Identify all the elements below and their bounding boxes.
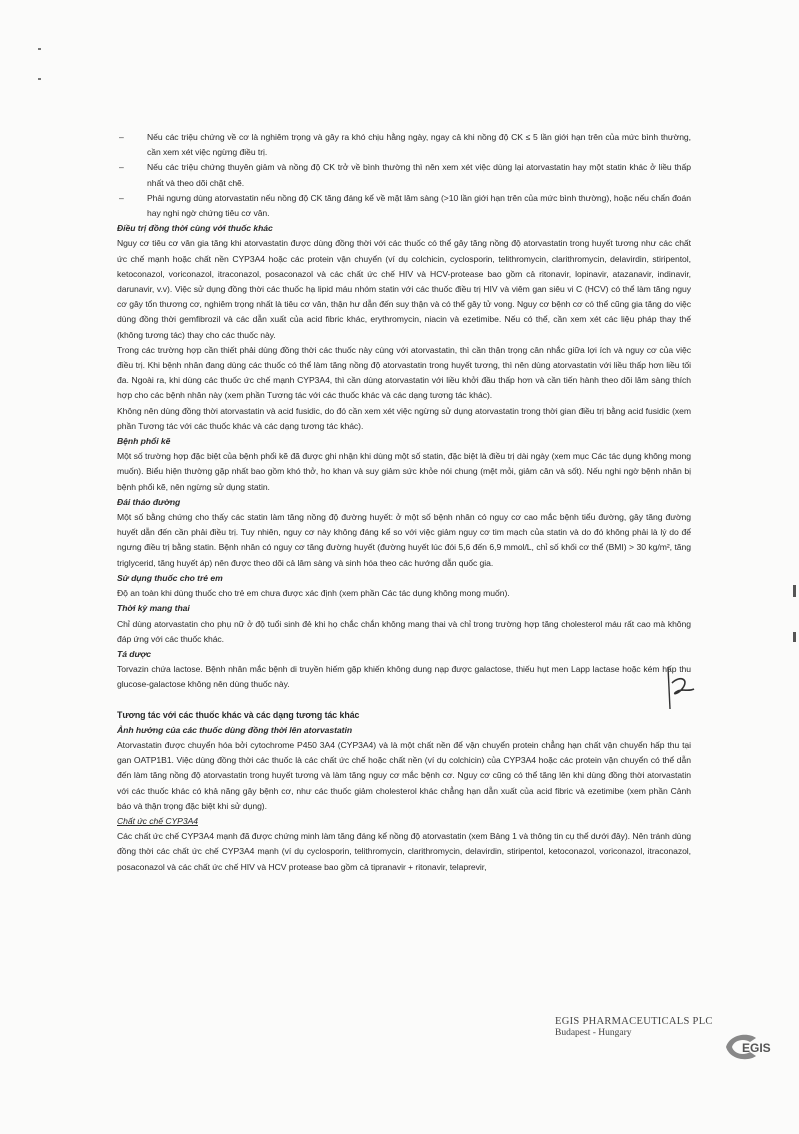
list-item	[117, 191, 691, 221]
scan-edge-mark	[793, 632, 796, 642]
scan-mark	[38, 78, 41, 80]
section-heading-children: Sử dụng thuốc cho trẻ em	[117, 572, 223, 583]
section-heading-pregnancy: Thời kỳ mang thai	[117, 603, 190, 614]
footer-company: EGIS PHARMACEUTICALS PLC	[555, 1016, 713, 1027]
list-item	[117, 130, 691, 160]
section-heading-lung: Bệnh phổi kẽ	[117, 436, 171, 447]
subsection-heading-inhibitors: Chất ức chế CYP3A4	[117, 815, 198, 826]
logo-text: EGIS	[742, 1041, 771, 1055]
paragraph: Một số bằng chứng cho thấy các statin làm tăng nồng độ đường huyết: ở một số bệnh nhân có nguy cơ cao mắc bệnh tiểu đường, gây tăng đường huyết dẫn đến cần phải điều trị. Tuy nhiên, nguy cơ này không đáng kể so với việc giảm nguy cơ tim mạch của statin và do đó không phải là lý do để ngưng điều trị bằng statin. Bệnh nhân có nguy cơ tăng đường huyết (đường huyết lúc đói 5,6 đến 6,9 mmol/L, chỉ số khối cơ thể (BMI) > 30 kg/m², tăng triglycerid, tăng huyết áp) nên được theo dõi cả lâm sàng và sinh hóa theo các hướng dẫn quốc gia.	[117, 512, 691, 568]
paragraph: Nguy cơ tiêu cơ vân gia tăng khi atorvastatin được dùng đồng thời với các thuốc có thể gây tăng nồng độ atorvastatin trong huyết tương như các chất ức chế mạnh hoặc chất nền CYP3A4 hoặc các protein vận chuyển (ví dụ colchicin, cyclosporin, telithromycin, clarithromycin, delavirdin, stiripentol, ketoconazol, voriconazol, itraconazol, posaconazol và các chất ức chế HIV và HCV-protease bao gồm cả ritonavir, lopinavir, atazanavir, indinavir, darunavir, v.v). Việc sử dụng đồng thời các thuốc hạ lipid máu nhóm statin với các thuốc điều trị HIV và viêm gan siêu vi C (HCV) có thể làm tăng nguy cơ gây tổn thương cơ, nghiêm trọng nhất là tiêu cơ vân, thận hư dẫn đến suy thận và có thể gây tử vong. Nguy cơ bệnh cơ có thể cũng gia tăng do việc dùng đồng thời gemfibrozil và các dẫn xuất của acid fibric khác, erythromycin, niacin và ezetimibe. Nếu có thể, cần xem xét các liệu pháp thay thế (không tương tác) thay cho các thuốc này.	[117, 238, 691, 340]
section-heading-interactions: Tương tác với các thuốc khác và các dạng tương tác khác	[117, 709, 360, 720]
footer-city: Budapest - Hungary	[555, 1028, 632, 1038]
bullet-text: Nếu các triệu chứng thuyên giảm và nồng độ CK trở về bình thường thì nên xem xét việc dùng lại atorvastatin hay một statin khác ở liều thấp nhất và theo dõi chặt chẽ.	[147, 162, 691, 188]
bullet-text: Phải ngưng dùng atorvastatin nếu nồng độ CK tăng đáng kể về mặt lâm sàng (>10 lần giới hạn trên của mức bình thường), hoặc nếu chẩn đoán hay nghi ngờ chứng tiêu cơ vân.	[147, 192, 691, 219]
subsection-heading: Ảnh hưởng của các thuốc dùng đồng thời lên atorvastatin	[117, 724, 353, 735]
paragraph: Chỉ dùng atorvastatin cho phụ nữ ở độ tuổi sinh đẻ khi họ chắc chắn không mang thai và chỉ trong trường hợp tăng cholesterol máu rất cao mà không đáp ứng với các thuốc khác.	[117, 618, 691, 644]
scan-edge-mark	[793, 585, 796, 597]
bullet-dash: –	[119, 162, 124, 173]
paragraph: Độ an toàn khi dùng thuốc cho trẻ em chưa được xác định (xem phần Các tác dụng không mong muốn).	[117, 588, 510, 599]
section-heading-diabetes: Đái tháo đường	[117, 496, 181, 507]
list-item	[117, 160, 691, 190]
section-heading-concomitant: Điều trị đồng thời cùng với thuốc khác	[117, 223, 273, 234]
document-body	[117, 130, 691, 875]
bullet-dash: –	[119, 192, 124, 203]
paragraph: Atorvastatin được chuyển hóa bởi cytochrome P450 3A4 (CYP3A4) và là một chất nền để vận chuyển protein chẳng hạn chất vận chuyển hấp thu tại gan OATP1B1. Việc dùng đồng thời các thuốc là các chất ức chế hoặc chất nền (ví dụ colchicin) của CYP3A4 hoặc các protein vận chuyển có thể dẫn đến làm tăng nồng độ atorvastatin trong huyết tương và làm tăng nguy cơ mắc bệnh cơ. Nguy cơ cũng có thể tăng lên khi dùng đồng thời atorvastatin với các thuốc khác có khả năng gây bệnh cơ, như các thuốc giảm cholesterol khác chẳng hạn dẫn xuất của acid fibric và ezetimibe (xem phần Cảnh báo và thận trọng đặc biệt khi sử dụng).	[117, 739, 691, 811]
section-heading-excipients: Tá dược	[117, 648, 151, 659]
signature-mark	[658, 665, 698, 711]
paragraph: Trong các trường hợp cần thiết phải dùng đồng thời các thuốc này cùng với atorvastatin, thì cần thận trọng cân nhắc giữa lợi ích và nguy cơ của việc điều trị. Khi bệnh nhân đang dùng các thuốc có thể làm tăng nồng độ atorvastatin trong huyết tương, thì nên dùng atorvastatin với liều thấp hơn liều tối đa. Ngoài ra, khi dùng các thuốc ức chế mạnh CYP3A4, thì cần dùng atorvastatin với liều khởi đầu thấp hơn và cần tiến hành theo dõi lâm sàng thích hợp cho các bệnh nhân này (xem phần Tương tác với các thuốc khác và các dạng tương tác khác).	[117, 344, 691, 401]
paragraph: Không nên dùng đồng thời atorvastatin và acid fusidic, do đó cần xem xét việc ngừng sử dụng atorvastatin trong thời gian điều trị bằng acid fusidic (xem phần Tương tác với các thuốc khác và các dạng tương tác khác).	[117, 405, 691, 431]
paragraph: Một số trường hợp đặc biệt của bệnh phổi kẽ đã được ghi nhận khi dùng một số statin, đặc biệt là điều trị dài ngày (xem mục Các tác dụng không mong muốn). Biểu hiện thường gặp nhất bao gồm khó thở, ho khan và suy giảm sức khỏe nói chung (mệt mỏi, giảm cân và sốt). Nếu nghi ngờ bệnh nhân bị bệnh phổi kẽ, nên ngừng sử dụng statin.	[117, 451, 691, 492]
bullet-dash: –	[119, 132, 124, 142]
bullet-text: Nếu các triệu chứng về cơ là nghiêm trọng và gây ra khó chịu hằng ngày, ngay cả khi nồng độ CK ≤ 5 lần giới hạn trên của mức bình thường, cần xem xét việc ngừng điều trị.	[147, 132, 691, 158]
paragraph: Torvazin chứa lactose. Bệnh nhân mắc bệnh di truyền hiếm gặp khiến không dung nạp được galactose, thiếu hụt men Lapp lactase hoặc kém hấp thu glucose-galactose không nên dùng thuốc này.	[117, 664, 691, 690]
scan-mark	[38, 48, 41, 50]
egis-logo	[720, 1030, 784, 1064]
paragraph: Các chất ức chế CYP3A4 mạnh đã được chứng minh làm tăng đáng kể nồng độ atorvastatin (xem Bảng 1 và thông tin cụ thể dưới đây). Nên tránh dùng đồng thời các chất ức chế CYP3A4 mạnh (ví dụ cyclosporin, telithromycin, clarithromycin, delavirdin, stiripentol, ketoconazol, voriconazol, itraconazol, posaconazol và các chất ức chế HIV và HCV protease bao gồm cả tipranavir + ritonavir, telaprevir,	[117, 831, 691, 872]
